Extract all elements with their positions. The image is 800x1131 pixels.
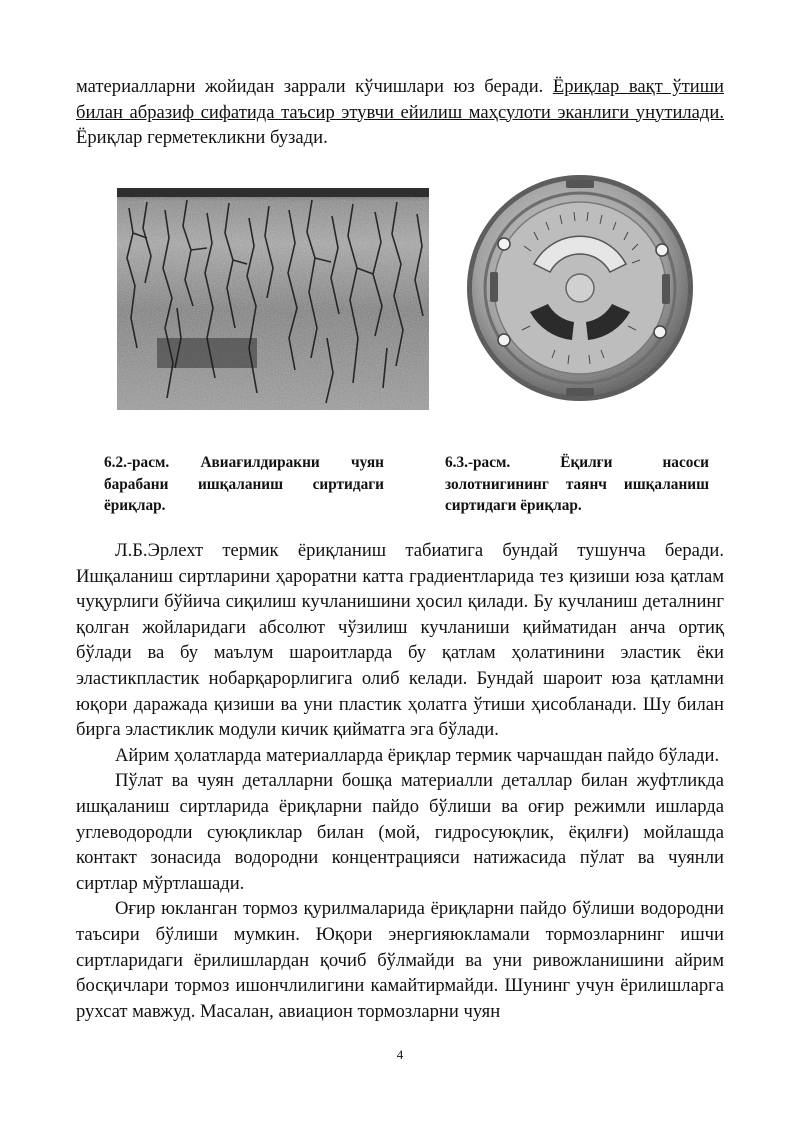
body-paragraph: Оғир юкланган тормоз қурилмаларида ёриқларни пайдо бўлиши водородни таъсири бўлиши мумкин. Юқори энергияюкламали тормозларнинг ишчи сиртларидаги ёрилишлардан қочиб бўлмайди ва уни ривожланишини айрим босқичлари тормоз ишончлилигини камайтирмайди. Шунинг учун ёрилишларга рухсат мавжуд. Масалан, авиацион тормозларни чуян	[76, 898, 724, 1022]
intro-paragraph	[76, 74, 724, 151]
intro-text-end: Ёриқлар герметекликни бузади.	[76, 127, 328, 149]
figure-caption-6-3: 6.3.-расм. Ёқилғи насоси золотнигининг таянч ишқаланиш сиртидаги ёриқлар.	[445, 454, 709, 514]
intro-text-start: материалларни жойидан заррали кўчишлари юз беради.	[76, 76, 553, 97]
figure-caption-6-2: 6.2.-расм. Авиағилдиракни чуян барабани ишқаланиш сиртидаги ёриқлар.	[104, 454, 384, 514]
body-text	[76, 538, 724, 1024]
body-paragraph: Пўлат ва чуян деталларни бошқа материалли деталлар билан жуфтликда ишқаланиш сиртларида ёриқларни пайдо бўлиши ва оғир режимли ишларда углеводородли суюқликлар билан (мой, гидросуюқлик, ёқилғи) мойлашда контакт зонасида водородни концентрацияси натижасида пўлат ва чуянли сиртлар мўртлашади.	[76, 770, 724, 894]
intro-underlined-text: Ёриқлар вақт ўтиши билан абразиф сифатида таъсир этувчи ейилиш маҳсулоти эканлиги унутилади.	[76, 76, 724, 123]
body-paragraph: Айрим ҳолатларда материалларда ёриқлар термик чарчашдан пайдо бўлади.	[115, 744, 720, 766]
body-paragraph: Л.Б.Эрлехт термик ёриқланиш табиатига бундай тушунча беради. Ишқаланиш сиртларини ҳароратни катта градиентларида тез қизиши юза қатлам чуқурлиги бўйича сиқилиш кучланишини ҳосил қилади. Бу кучланиш деталнинг қолган жойларидаги абсолют чўзилиш кучланиши қийматидан анча ортиқ бўлади ва бу маълум шароитларда бу қатлам ҳолатинини эластик ёки эластикпластик нобарқарорлигига олиб келади. Бундай шароит юза қатламни юқори даражада қизиши ва уни пластик ҳолатга ўтиши ҳисобланади. Шу билан бирга эластиклик модули кичик қийматга эга бўлади.	[76, 540, 724, 741]
figure-drum-cracks-photo	[117, 188, 429, 410]
figure-pump-disc-photo	[464, 162, 696, 412]
page-number: 4	[396, 1047, 404, 1062]
